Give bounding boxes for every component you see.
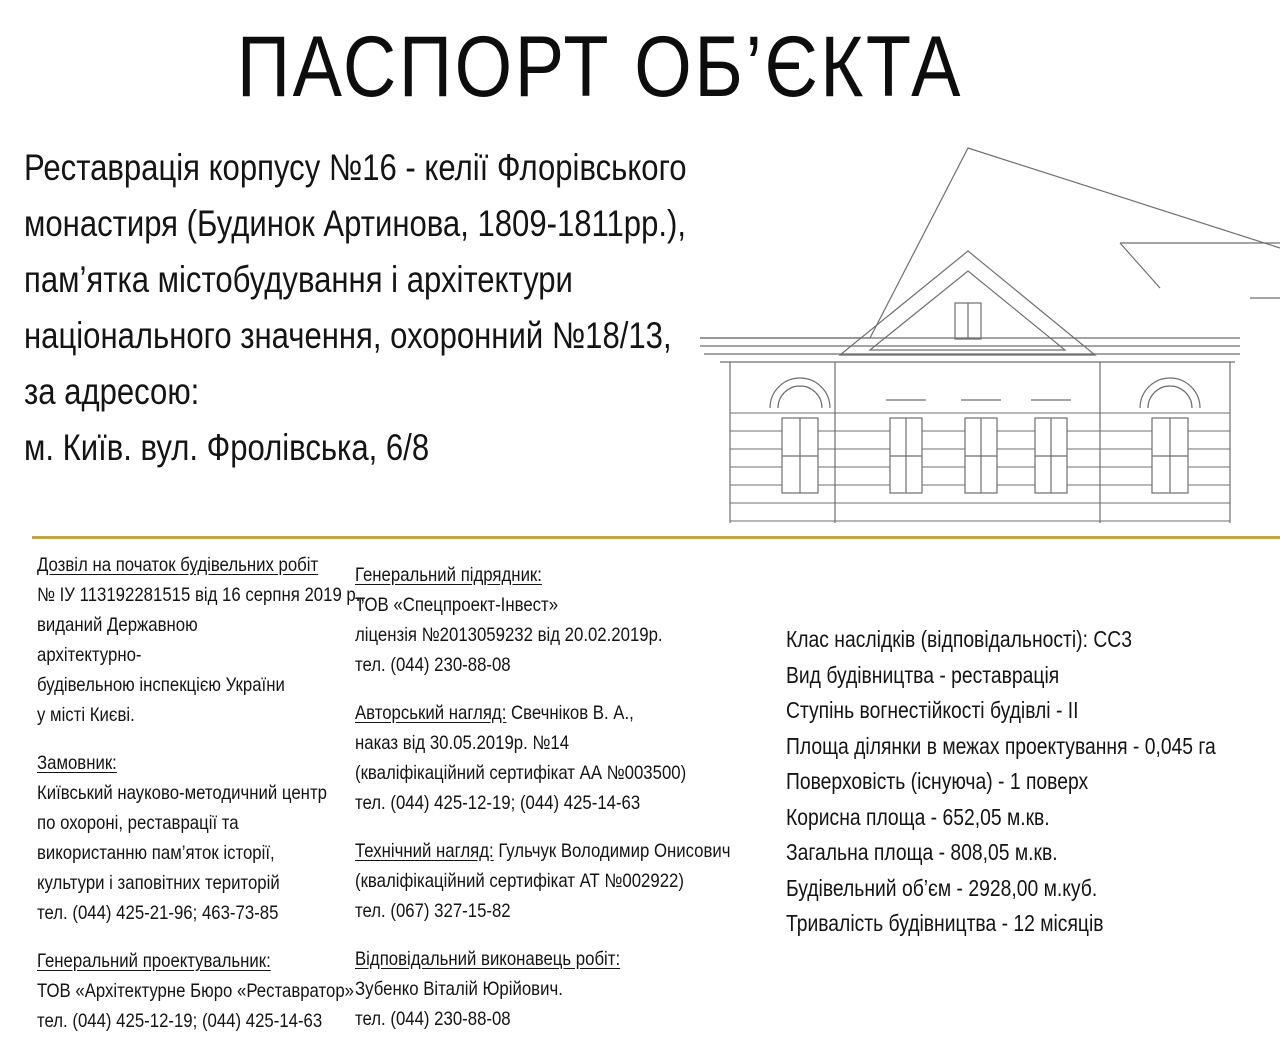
- characteristic-item: Тривалість будівництва - 12 місяців: [786, 910, 1104, 936]
- roof-eave-line: [1120, 243, 1160, 288]
- technical-supervision-name: Гульчук Володимир Онисович: [493, 840, 731, 862]
- permit-line: № ІУ 113192281515 від 16 серпня 2019 р.,: [37, 584, 366, 606]
- contractor-line: ліцензія №2013059232 від 20.02.2019р.: [355, 624, 663, 646]
- designer-line: тел. (044) 425-12-19; (044) 425-14-63: [37, 1010, 323, 1032]
- characteristics-list: [786, 622, 1280, 942]
- author-supervision-line: наказ від 30.05.2019р. №14: [355, 732, 570, 754]
- description-line: монастиря (Будинок Артинова, 1809-1811рр.),: [24, 203, 686, 244]
- characteristic-item: Загальна площа - 808,05 м.кв.: [786, 839, 1058, 865]
- customer-line: Київський науково-методичний центр: [37, 782, 327, 804]
- contractor-line: ТОВ «Спецпроект-Інвест»: [355, 594, 559, 616]
- technical-supervision-line: [355, 836, 731, 866]
- permit-heading: Дозвіл на початок будівельних робіт: [37, 554, 319, 576]
- arched-window-left: [770, 378, 830, 493]
- characteristic-item: Будівельний об’єм - 2928,00 м.куб.: [786, 874, 1098, 901]
- divider-line: [32, 536, 1280, 539]
- characteristic-item: Вид будівництва - реставрація: [786, 661, 1060, 688]
- customer-heading: Замовник:: [37, 752, 117, 774]
- executor-line: тел. (044) 230-88-08: [355, 1008, 511, 1030]
- characteristic-item: Ступінь вогнестійкості будівлі - ІІ: [786, 697, 1079, 723]
- characteristic-item: Клас наслідків (відповідальності): СС3: [786, 626, 1133, 652]
- executor-line: Зубенко Віталій Юрійович.: [355, 978, 563, 1000]
- address-line: м. Київ. вул. Фролівська, 6/8: [24, 427, 430, 468]
- customer-line: використанню пам’яток історії,: [37, 842, 275, 864]
- author-supervision-heading: Авторський нагляд:: [355, 702, 507, 724]
- description-line: Реставрація корпусу №16 - келії Флорівського: [24, 147, 687, 188]
- characteristic-item: Поверховість (існуюча) - 1 поверх: [786, 768, 1089, 794]
- customer-line: тел. (044) 425-21-96; 463-73-85: [37, 902, 279, 924]
- designer-heading: Генеральний проектувальник:: [37, 950, 271, 972]
- building-facade-drawing: [690, 138, 1280, 533]
- permit-line: виданий Державною: [37, 614, 198, 636]
- description-line: національного значення, охоронний №18/13,: [24, 315, 672, 356]
- contractor-heading: Генеральний підрядник:: [355, 564, 542, 586]
- permit-line: у місті Києві.: [37, 704, 135, 726]
- author-supervision-name: Свечніков В. А.,: [506, 702, 634, 724]
- middle-info-column: [355, 560, 792, 1034]
- contractor-line: тел. (044) 230-88-08: [355, 654, 511, 676]
- author-supervision-line: (кваліфікаційний сертифікат АА №003500): [355, 762, 687, 784]
- author-supervision-line: тел. (044) 425-12-19; (044) 425-14-63: [355, 792, 641, 814]
- page-title: ПАСПОРТ ОБ’ЄКТА: [236, 19, 964, 115]
- object-description: [24, 140, 687, 476]
- window: [1035, 418, 1067, 493]
- permit-line: архітектурно-: [37, 644, 142, 666]
- customer-line: культури і заповітних територій: [37, 872, 280, 894]
- technical-supervision-line: тел. (067) 327-15-82: [355, 900, 511, 922]
- designer-line: ТОВ «Архітектурне Бюро «Реставратор»: [37, 980, 355, 1002]
- window: [890, 418, 922, 493]
- author-supervision-line: [355, 698, 731, 728]
- permit-line: будівельною інспекцією України: [37, 674, 285, 696]
- characteristic-item: Корисна площа - 652,05 м.кв.: [786, 803, 1050, 830]
- technical-supervision-line: (кваліфікаційний сертифікат АТ №002922): [355, 870, 684, 892]
- executor-heading: Відповідальний виконавець робіт:: [355, 948, 621, 970]
- customer-line: по охороні, реставрації та: [37, 812, 239, 834]
- window: [965, 418, 997, 493]
- technical-supervision-heading: Технічний нагляд:: [355, 840, 494, 862]
- characteristic-item: Площа ділянки в межах проектування - 0,045 га: [786, 732, 1216, 759]
- description-line: за адресою:: [24, 371, 200, 412]
- arched-window-right: [1140, 378, 1200, 493]
- description-line: пам’ятка містобудування і архітектури: [24, 259, 573, 300]
